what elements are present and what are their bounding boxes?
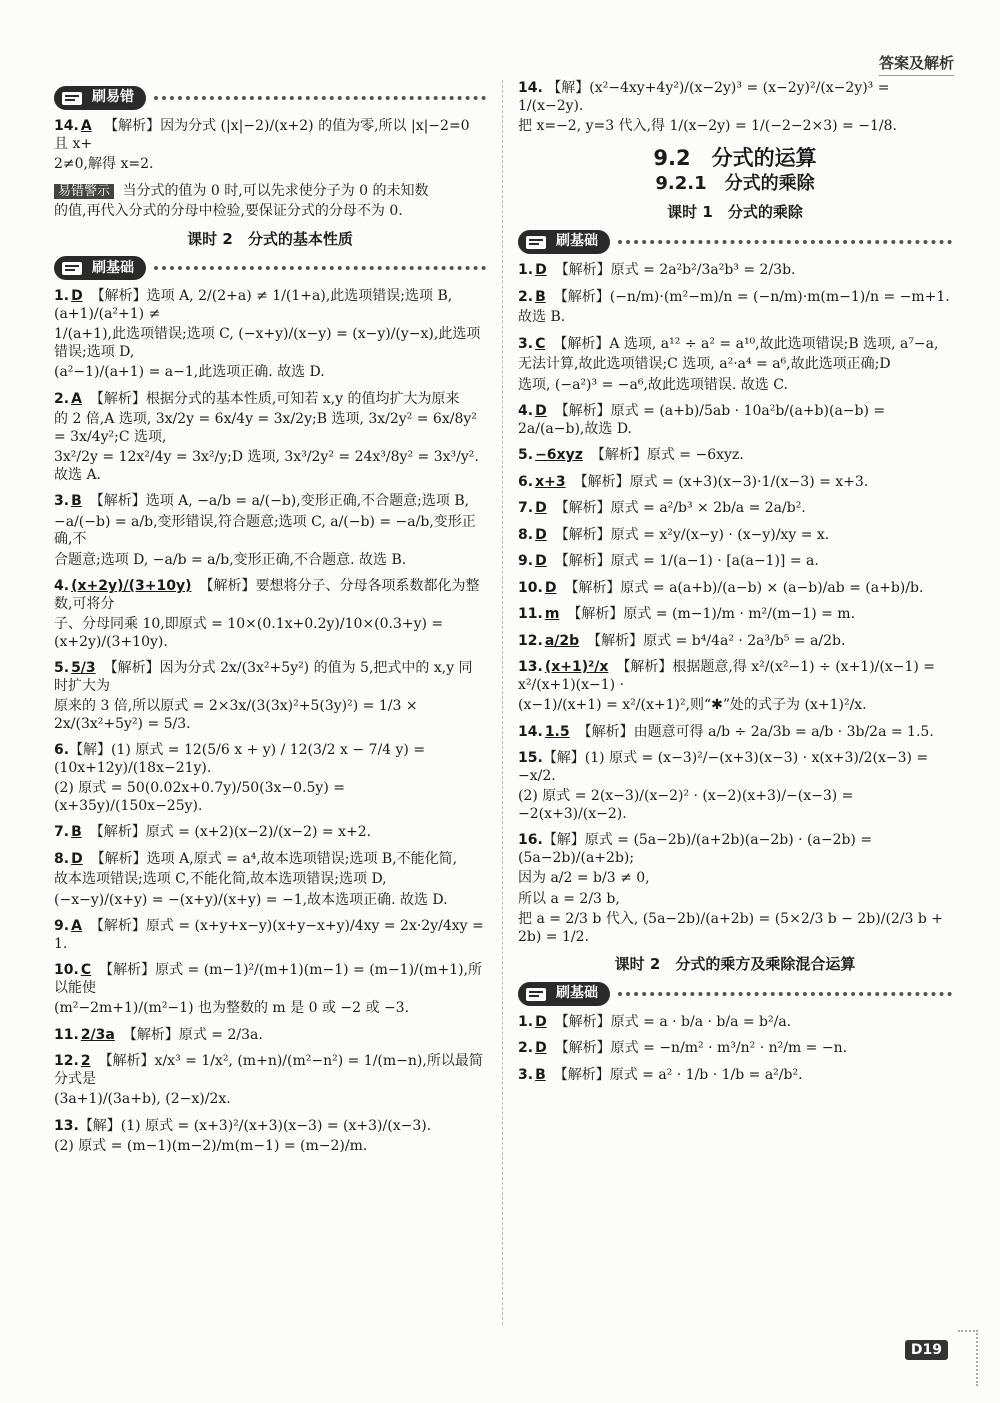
item-answer: B <box>535 1066 546 1083</box>
item-answer: C <box>535 335 546 352</box>
item-text: 【解析】因为分式 2x/(3x²+5y²) 的值为 5,把式中的 x,y 同时扩大为 <box>54 660 473 694</box>
item-number: 9. <box>54 918 70 935</box>
item-answer: B <box>71 824 82 841</box>
left-column <box>54 80 486 1165</box>
item-answer: 5/3 <box>71 660 96 677</box>
badge-label: 刷基础 <box>556 233 598 250</box>
item-answer: m <box>544 606 560 622</box>
notebook-icon <box>524 233 550 251</box>
item-text: 【解析】根据分式的基本性质,可知若 x,y 的值均扩大为原来 <box>89 390 460 407</box>
item-text: 【解析】原式 = 2a²b²/3a²b³ = 2/3b. <box>554 262 796 278</box>
item-text: 【解析】原式 = −n/m² · m³/n² · n²/m = −n. <box>554 1040 848 1057</box>
item-text: 【解析】选项 A,原式 = a⁴,故本选项错误;选项 B,不能化简, <box>90 850 458 867</box>
section-badge <box>518 230 610 254</box>
answer-item <box>518 474 952 492</box>
section-title: 9.2 分式的运算 <box>653 145 817 170</box>
item-text: 的 2 倍,A 选项, 3x/2y = 6x/4y = 3x/2y;B 选项, 3x/2y² = 6x/8y² = 3x/4y²;C 选项, <box>54 411 477 445</box>
item-text: (2) 原式 = 50(0.02x+0.7y)/50(3x−0.5y) = (x+35y)/(150x−25y). <box>54 780 345 814</box>
item-text: 故本选项错误;选项 C,不能化简,故本选项错误;选项 D, <box>54 871 387 888</box>
answer-item <box>54 918 486 953</box>
item-text: 【解析】原式 = (x+y+x−y)(x+y−x+y)/4xy = 2x·2y/4xy = 1. <box>54 918 484 952</box>
dotted-rule <box>618 992 952 996</box>
warning-text: 当分式的值为 0 时,可以先求使分子为 0 的未知数 <box>122 182 429 199</box>
answer-item <box>54 1118 486 1156</box>
answer-item <box>518 750 952 823</box>
item-answer: D <box>71 288 83 305</box>
item-number: 3. <box>54 493 70 510</box>
item-text: (m²−2m+1)/(m²−1) 也为整数的 m 是 0 或 −2 或 −3. <box>54 1000 410 1017</box>
item-text: 【解析】原式 = −6xyz. <box>590 447 744 463</box>
item-answer: x+3 <box>535 473 566 490</box>
item-number: 15. <box>518 750 543 766</box>
item-answer: (x+2y)/(3+10y) <box>71 578 192 595</box>
answer-item <box>54 824 486 842</box>
item-text: 【解析】原式 = (m−1)/m · m²/(m−1) = m. <box>567 606 856 622</box>
item-number: 1. <box>518 1013 534 1030</box>
item-text: 【解析】原式 = (m−1)²/(m+1)(m−1) = (m−1)/(m+1),所以能使 <box>54 962 483 996</box>
item-text: 【解析】由题意可得 a/b ÷ 2a/3b = a/b · 3b/2a = 1.5. <box>577 723 934 740</box>
item-answer: 2/3a <box>80 1026 115 1043</box>
section-badge <box>518 982 610 1006</box>
answer-list <box>518 1014 952 1085</box>
item-answer: B <box>535 288 546 305</box>
item-answer: D <box>535 500 547 516</box>
item-number: 7. <box>518 500 534 516</box>
item-answer: D <box>535 403 547 419</box>
item-text: 原来的 3 倍,所以原式 = 2×3x/(3(3x)²+5(3y)²) = 1/3 × 2x/(3x²+5y²) = 5/3. <box>54 698 418 732</box>
right-column <box>518 80 952 1093</box>
item-number: 6. <box>518 473 534 490</box>
item-text: 【解析】因为分式 (|x|−2)/(x+2) 的值为零,所以 |x|−2=0 且 x+ <box>54 118 470 152</box>
dotted-rule <box>154 96 486 100</box>
item-number: 8. <box>54 850 70 867</box>
item-answer: 2 <box>80 1053 91 1070</box>
warning-tag: 易错警示 <box>54 184 114 199</box>
item-answer: 1.5 <box>544 723 570 740</box>
answer-item <box>54 578 486 651</box>
answer-list <box>518 262 952 946</box>
notebook-icon <box>60 89 86 107</box>
answer-item <box>518 262 952 280</box>
answer-item <box>518 500 952 518</box>
answer-item <box>54 742 486 815</box>
item-text: (−x−y)/(x+y) = −(x+y)/(x+y) = −1,故本选项正确. 故选 D. <box>54 891 448 908</box>
answer-item <box>54 1027 486 1045</box>
item-text: 所以 a = 2/3 b, <box>518 890 620 907</box>
answer-item <box>518 633 952 651</box>
item-text: (2) 原式 = (m−1)(m−2)/m(m−1) = (m−2)/m. <box>54 1138 368 1155</box>
section-badge-row <box>54 256 486 280</box>
item-number: 13. <box>518 659 543 675</box>
answer-item <box>518 659 952 715</box>
item-text: 把 x=−2, y=3 代入,得 1/(x−2y) = 1/(−2−2×3) = −1/8. <box>518 118 897 134</box>
answer-item <box>54 118 486 174</box>
item-number: 8. <box>518 526 534 543</box>
notebook-icon <box>524 985 550 1003</box>
item-number: 9. <box>518 553 534 569</box>
answer-item <box>54 851 486 910</box>
answer-item <box>54 391 486 485</box>
warning-note <box>54 183 486 221</box>
item-answer: D <box>535 526 547 543</box>
answer-item <box>518 1040 952 1058</box>
item-text: 【解析】(−n/m)·(m²−m)/n = (−n/m)·m(m−1)/n = −m+1. <box>553 288 950 305</box>
item-number: 3. <box>518 1066 534 1083</box>
item-text: 【解】原式 = (5a−2b)/(a+2b)(a−2b) · (a−2b) = (5a−2b)/(a+2b); <box>518 832 873 866</box>
item-text: 选项, (−a²)³ = −a⁶,故此选项错误. 故选 C. <box>518 376 788 393</box>
item-number: 11. <box>518 606 543 622</box>
item-number: 1. <box>54 288 70 305</box>
answer-item <box>518 289 952 327</box>
item-text: 【解析】原式 = x²y/(x−y) · (x−y)/xy = x. <box>554 526 830 543</box>
item-text: 【解】(x²−4xy+4y²)/(x−2y)³ = (x−2y)²/(x−2y)³ = 1/(x−2y). <box>518 80 890 114</box>
answer-item <box>518 447 952 465</box>
item-number: 16. <box>518 832 543 848</box>
section-badge <box>54 86 146 110</box>
item-answer: B <box>71 493 82 510</box>
item-answer: D <box>71 850 83 867</box>
item-number: 10. <box>518 579 543 596</box>
item-answer: C <box>80 962 92 979</box>
item-number: 12. <box>518 632 543 649</box>
header-title: 答案及解析 <box>879 52 954 76</box>
lesson-title: 课时 1 分式的乘除 <box>667 203 803 222</box>
answer-item <box>518 527 952 545</box>
subsection-title: 9.2.1 分式的乘除 <box>655 172 815 194</box>
item-text: 把 a = 2/3 b 代入, (5a−2b)/(a+2b) = (5×2/3 b − 2b)/(2/3 b + 2b) = 1/2. <box>518 911 944 945</box>
item-text: (a²−1)/(a+1) = a−1,此选项正确. 故选 D. <box>54 364 325 381</box>
item-text: 【解析】选项 A, 2/(2+a) ≠ 1/(1+a),此选项错误;选项 B, (a+1)/(a²+1) ≠ <box>54 288 453 322</box>
answer-item <box>518 1067 952 1085</box>
answer-item <box>518 553 952 571</box>
item-text: 【解】(1) 原式 = (x+3)²/(x+3)(x−3) = (x+3)/(x−3). <box>78 1117 432 1134</box>
item-number: 2. <box>518 1040 534 1057</box>
answer-item <box>518 724 952 742</box>
item-text: 【解析】原式 = b⁴/4a² · 2a³/b⁵ = a/2b. <box>587 632 846 649</box>
item-text: 【解析】原式 = (a+b)/5ab · 10a²b/(a+b)(a−b) = 2a/(a−b),故选 D. <box>518 403 886 437</box>
answer-item <box>54 660 486 733</box>
answer-item <box>518 1014 952 1032</box>
item-number: 7. <box>54 824 70 841</box>
item-answer: A <box>80 118 92 134</box>
item-text: 因为 a/2 = b/3 ≠ 0, <box>518 870 650 886</box>
item-text: 合题意;选项 D, −a/b = a/b,变形正确,不合题意. 故选 B. <box>54 551 407 568</box>
item-text: 【解析】原式 = 1/(a−1) · [a(a−1)] = a. <box>554 553 819 569</box>
page-number: D19 <box>905 1340 948 1360</box>
dotted-rule <box>618 240 952 244</box>
item-answer: D <box>535 262 547 278</box>
item-text: 【解析】原式 = (x+2)(x−2)/(x−2) = x+2. <box>89 824 372 841</box>
lesson-title: 课时 2 分式的乘方及乘除混合运算 <box>614 955 856 973</box>
item-answer: (x+1)²/x <box>544 659 609 675</box>
warning-text: 的值,再代入分式的分母中检验,要保证分式的分母不为 0. <box>54 203 403 219</box>
answer-item <box>518 832 952 946</box>
item-number: 14. <box>518 80 543 96</box>
section-badge-row <box>54 86 486 110</box>
corner-mark <box>958 1330 978 1386</box>
item-text: 无法计算,故此选项错误;C 选项, a²·a⁴ = a⁶,故此选项正确;D <box>518 356 891 372</box>
item-text: 1/(a+1),此选项错误;选项 C, (−x+y)/(x−y) = (x−y)/(y−x),此选项错误;选项 D, <box>54 326 481 360</box>
dotted-rule <box>154 266 486 270</box>
badge-label: 刷易错 <box>92 89 134 106</box>
answer-item <box>518 336 952 395</box>
badge-label: 刷基础 <box>556 985 598 1001</box>
answer-item <box>518 403 952 438</box>
item-answer: A <box>71 918 82 935</box>
item-number: 2. <box>518 288 534 305</box>
item-number: 10. <box>54 962 79 979</box>
item-text: 【解析】原式 = (x+3)(x−3)·1/(x−3) = x+3. <box>573 473 869 490</box>
section-badge-row <box>518 230 952 254</box>
item-answer: A <box>71 390 82 407</box>
item-number: 11. <box>54 1026 79 1043</box>
item-answer: a/2b <box>544 632 580 649</box>
item-number: 6. <box>54 742 70 759</box>
item-number: 5. <box>518 447 534 463</box>
item-number: 14. <box>518 723 543 740</box>
item-number: 4. <box>518 403 534 419</box>
badge-label: 刷基础 <box>92 259 134 276</box>
item-text: 子、分母同乘 10,即原式 = 10×(0.1x+0.2y)/10×(0.3+y) = (x+2y)/(3+10y). <box>54 616 444 650</box>
answer-item <box>54 962 486 1018</box>
item-number: 1. <box>518 262 534 278</box>
item-text: 故选 B. <box>518 309 566 325</box>
item-answer: D <box>535 1040 547 1057</box>
answer-item <box>518 580 952 598</box>
item-text: 【解析】A 选项, a¹² ÷ a² = a¹⁰,故此选项错误;B 选项, a⁷−a, <box>553 335 939 352</box>
item-answer: D <box>535 1013 547 1030</box>
item-number: 4. <box>54 578 70 595</box>
item-text: 【解】(1) 原式 = (x−3)²/−(x+3)(x−3) · x(x+3)/2(x−3) = −x/2. <box>518 750 929 784</box>
item-number: 5. <box>54 660 70 677</box>
item-text: 【解析】要想将分子、分母各项系数都化为整数,可将分 <box>54 578 480 612</box>
section-badge <box>54 256 146 280</box>
lesson-title: 课时 2 分式的基本性质 <box>187 229 353 248</box>
notebook-icon <box>60 259 86 277</box>
item-answer: D <box>535 553 547 569</box>
item-text: 【解析】原式 = a² · 1/b · 1/b = a²/b². <box>553 1066 803 1083</box>
item-answer: D <box>544 579 557 596</box>
item-number: 14. <box>54 118 79 134</box>
item-number: 3. <box>518 335 534 352</box>
item-number: 2. <box>54 390 70 407</box>
item-number: 13. <box>54 1117 79 1134</box>
section-badge-row <box>518 982 952 1006</box>
item-text: (2) 原式 = 2(x−3)/(x−2)² · (x−2)(x+3)/−(x−3) = −2(x+3)/(x−2). <box>518 788 854 822</box>
answer-list <box>54 288 486 1156</box>
item-text: (x−1)/(x+1) = x²/(x+1)²,则“✱”处的式子为 (x+1)²/x. <box>518 697 867 713</box>
answer-item <box>54 288 486 382</box>
answer-item <box>54 493 486 569</box>
item-text: 【解析】原式 = 2/3a. <box>122 1026 263 1043</box>
item-text: 【解析】选项 A, −a/b = a/(−b),变形正确,不合题意;选项 B, <box>89 493 470 510</box>
answer-item <box>54 1053 486 1109</box>
answer-item <box>518 80 952 136</box>
item-text: 【解析】根据题意,得 x²/(x²−1) ÷ (x+1)/(x−1) = x²/(x+1)(x−1) · <box>518 659 936 693</box>
item-text: 【解析】原式 = a · b/a · b/a = b²/a. <box>554 1013 792 1030</box>
answer-item <box>518 606 952 624</box>
item-text: (3a+1)/(3a+b), (2−x)/2x. <box>54 1091 231 1108</box>
item-text: 2≠0,解得 x=2. <box>54 156 154 172</box>
item-text: 【解析】原式 = a(a+b)/(a−b) × (a−b)/ab = (a+b)/b. <box>564 579 924 596</box>
item-text: 【解】(1) 原式 = 12(5/6 x + y) / 12(3/2 x − 7/4 y) = (10x+12y)/(18x−21y). <box>54 742 426 776</box>
column-divider <box>502 80 503 1325</box>
item-text: 【解析】x/x³ = 1/x², (m+n)/(m²−n²) = 1/(m−n),所以最简分式是 <box>54 1053 483 1087</box>
item-text: −a/(−b) = a/b,变形错误,符合题意;选项 C, a/(−b) = −a/b,变形正确,不 <box>54 513 476 548</box>
item-text: 3x²/2y = 12x²/4y = 3x²/y;D 选项, 3x³/2y² = 24x³/8y² = 3x³/y². 故选 A. <box>54 449 479 483</box>
item-number: 12. <box>54 1053 79 1070</box>
item-answer: −6xyz <box>535 447 583 463</box>
item-text: 【解析】原式 = a²/b³ × 2b/a = 2a/b². <box>554 500 806 516</box>
